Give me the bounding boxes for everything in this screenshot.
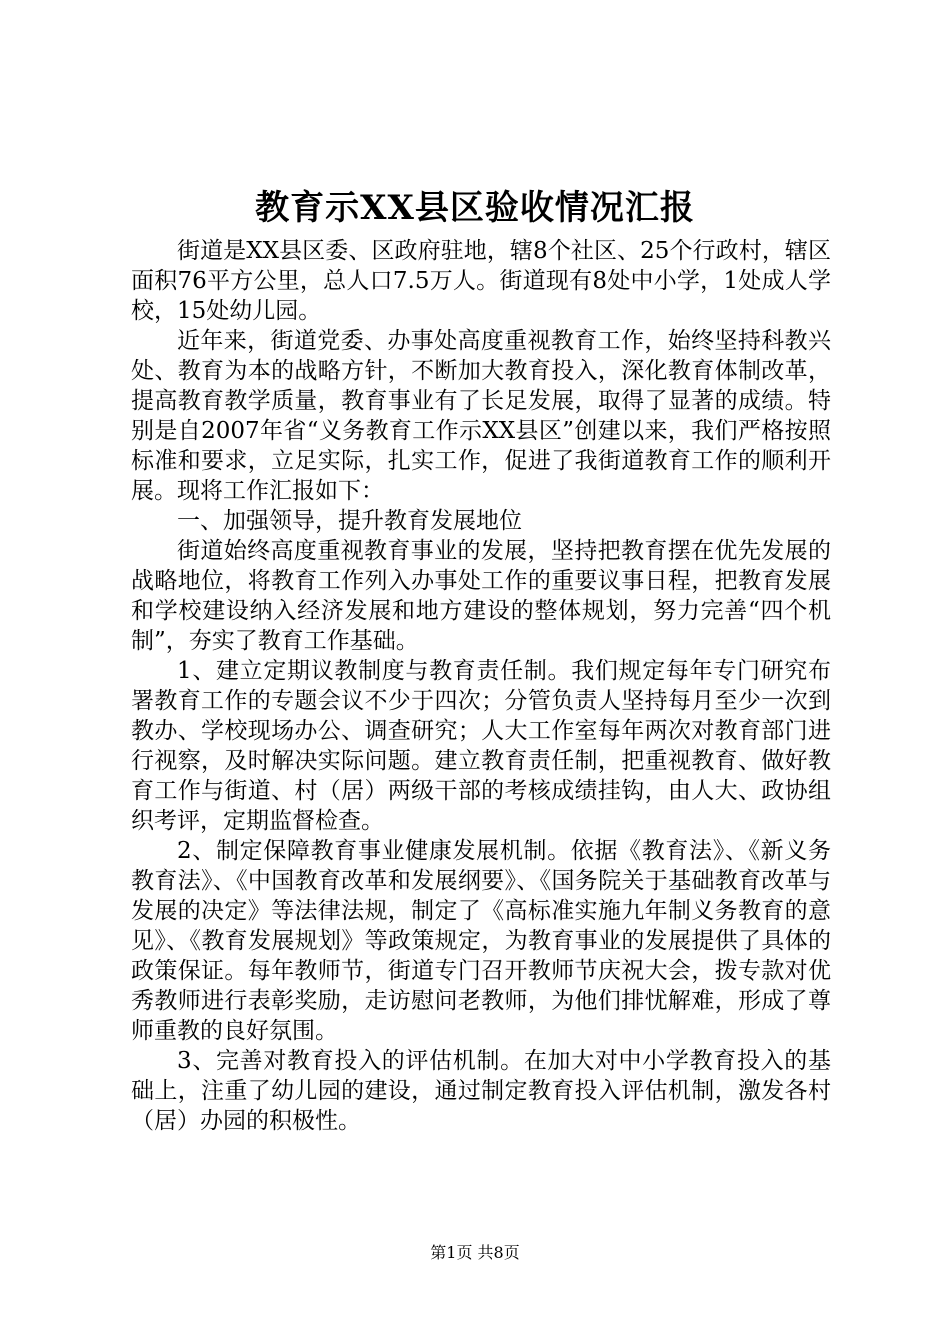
- paragraph-item-2: 2、制定保障教育事业健康发展机制。依据《教育法》、《新义务教育法》、《中国教育改革和发展纲要》、《国务院关于基础教育改革与发展的决定》等法律法规，制定了《高标准实施九年制义务教育的意见》、《教育发展规划》等政策规定，为教育事业的发展提供了具体的政策保证。每年教师节，街道专门召开教师节庆祝大会，拨专款对优秀教师进行表彰奖励，走访慰问老教师，为他们排忧解难，形成了尊师重教的良好氛围。: [131, 838, 831, 1044]
- section-heading-1: 一、加强领导，提升教育发展地位: [177, 508, 522, 534]
- document-body: [131, 236, 831, 1136]
- paragraph-item-3: 3、完善对教育投入的评估机制。在加大对中小学教育投入的基础上，注重了幼儿园的建设，通过制定教育投入评估机制，激发各村（居）办园的积极性。: [131, 1048, 831, 1134]
- paragraph-section-1: 街道始终高度重视教育事业的发展，坚持把教育摆在优先发展的战略地位，将教育工作列入办事处工作的重要议事日程，把教育发展和学校建设纳入经济发展和地方建设的整体规划，努力完善“四个机制”，夯实了教育工作基础。: [131, 538, 831, 654]
- page-number-footer: 第1页 共8页: [430, 1243, 520, 1262]
- document-title: 教育示XX县区验收情况汇报: [255, 188, 695, 228]
- paragraph-overview: 近年来，街道党委、办事处高度重视教育工作，始终坚持科教兴处、教育为本的战略方针，不断加大教育投入，深化教育体制改革，提高教育教学质量，教育事业有了长足发展，取得了显著的成绩。特别是自2007年省“义务教育工作示XX县区”创建以来，我们严格按照标准和要求，立足实际，扎实工作，促进了我街道教育工作的顺利开展。现将工作汇报如下：: [131, 328, 831, 504]
- paragraph-intro: 街道是XX县区委、区政府驻地，辖8个社区、25个行政村，辖区面积76平方公里，总人口7.5万人。街道现有8处中小学，1处成人学校，15处幼儿园。: [131, 238, 831, 324]
- paragraph-item-1: 1、建立定期议教制度与教育责任制。我们规定每年专门研究布署教育工作的专题会议不少于四次；分管负责人坚持每月至少一次到教办、学校现场办公、调查研究；人大工作室每年两次对教育部门进行视察，及时解决实际问题。建立教育责任制，把重视教育、做好教育工作与街道、村（居）两级干部的考核成绩挂钩，由人大、政协组织考评，定期监督检查。: [131, 658, 831, 834]
